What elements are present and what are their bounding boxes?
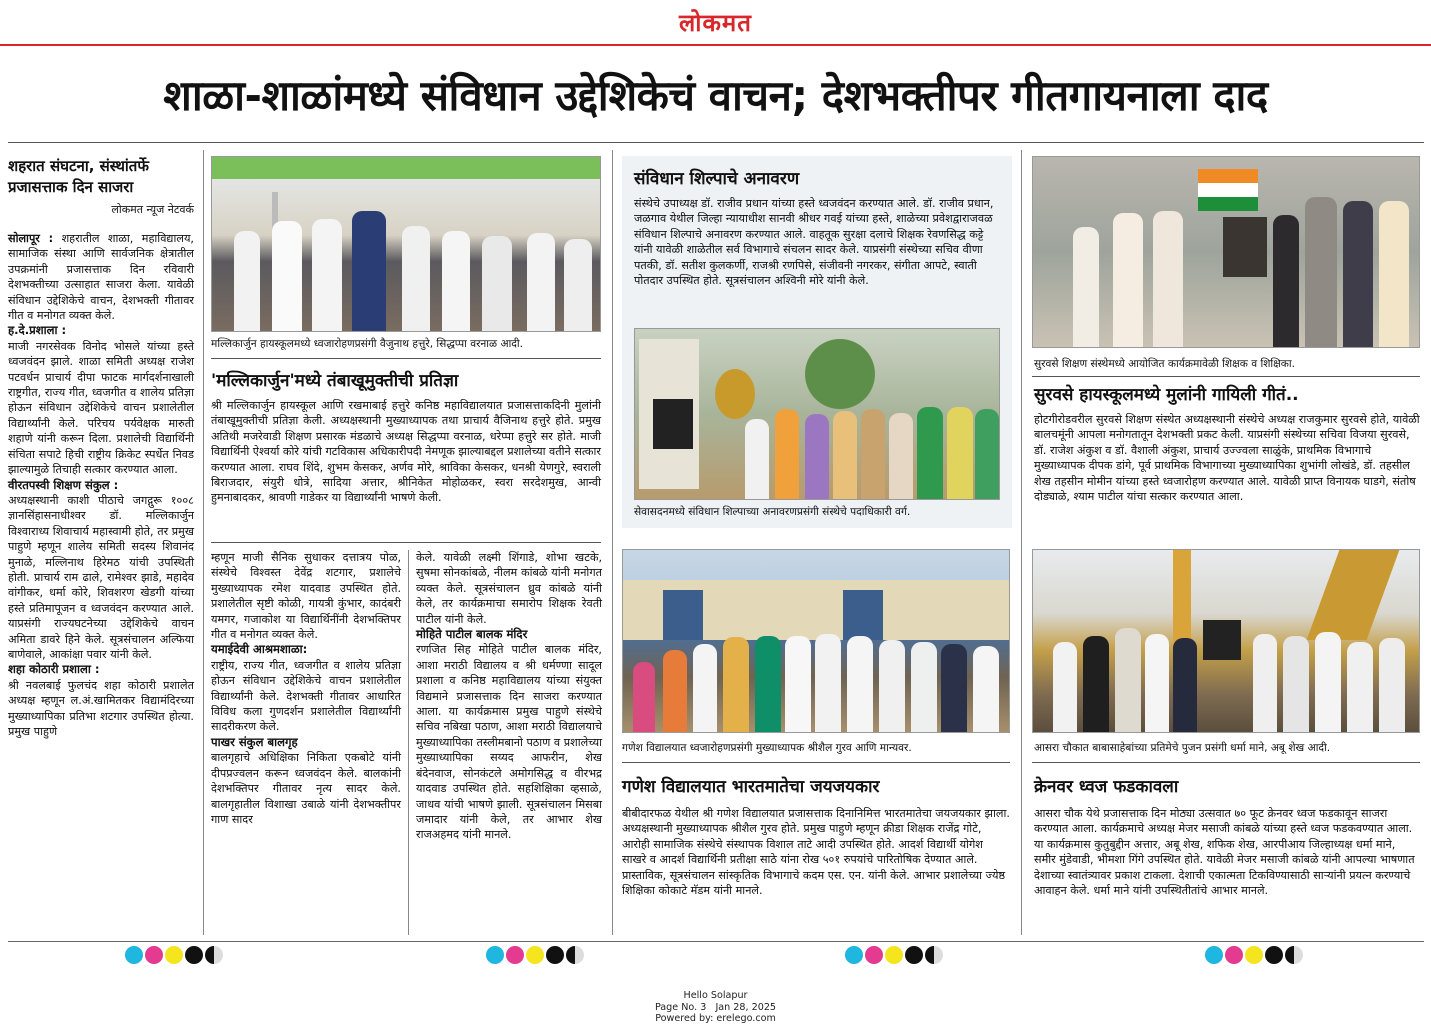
column-divider xyxy=(1021,150,1022,935)
page-headline: शाळा-शाळांमध्ये संविधान उद्देशिकेचं वाचन; देशभक्तीपर गीतगायनाला दाद xyxy=(163,71,1268,120)
photo-ganesh-vidyalaya xyxy=(622,549,1010,733)
half-tone-dot xyxy=(925,946,943,964)
story-continued-col2a xyxy=(211,550,401,827)
black-dot xyxy=(1265,946,1283,964)
story-suravase-highschool xyxy=(1034,384,1420,504)
paragraph: श्री नवलबाई फुलचंद शहा कोठारी प्रशालेत अध्यक्ष म्हणून ल.अं.खामितकर विद्यामंदिरच्या मुख्याध्यापिका प्रतिभा शटगार उपस्थित होत्या. प्रमुख पाहुणे xyxy=(8,678,194,738)
story-ganesh-vidyalaya xyxy=(622,776,1010,898)
magenta-dot xyxy=(1225,946,1243,964)
photo-caption: गणेश विद्यालयात ध्वजारोहणप्रसंगी मुख्याध्यापक श्रीशैल गुरव आणि मान्यवर. xyxy=(622,742,912,754)
divider xyxy=(211,542,601,543)
subhead: पाखर संकुल बालगृह xyxy=(211,734,298,749)
story-title: शहरात संघटना, संस्थांतर्फे प्रजासत्ताक दिन साजरा xyxy=(8,157,149,196)
cyan-dot xyxy=(125,946,143,964)
yellow-dot xyxy=(885,946,903,964)
paragraph: माजी नगरसेवक विनोद भोसले यांच्या हस्ते ध्वजवंदन झाले. शाळा समिती अध्यक्ष राजेश पटवर्धन प्राचार्य दीपा फाटक मार्गदर्शनाखाली राष्ट्रगीत, राज्य गीत, ध्वजगीत व शालेय प्रतिज्ञा होऊन संविधान उद्देशिकेचे वाचन प्रशालेतील विद्यार्थ्यांनी केले. परिचय पर्यवेक्षक मारुती शहाणे यांनी करून दिला. प्रशालेची विद्यार्थिनी संचिता सपाटे हिची राष्ट्रीय क्रिकेट स्पर्धेत निवड झाल्यामुळे तिचाही सत्कार करण्यात आला. xyxy=(8,339,194,477)
page-info xyxy=(0,1002,1431,1014)
divider xyxy=(211,358,601,359)
headline-rule xyxy=(8,142,1424,143)
page-bottom-rule xyxy=(8,941,1424,942)
column-divider xyxy=(203,150,204,935)
paragraph: केले. यावेळी लक्ष्मी शिंगाडे, शोभा खटके, सुषमा सोनकांबळे, नीलम कांबळे यांनी मनोगत व्यक्त केले. सूत्रसंचालन ध्रुव कांबळे यांनी केले, तर कार्यक्रमाचा समारोप शिक्षक रेवती पाटील यांनी केले. xyxy=(416,551,602,626)
photo-flag-hoisting-mallikarjun xyxy=(211,156,601,332)
half-tone-dot xyxy=(1285,946,1303,964)
story-title: सुरवसे हायस्कूलमध्ये मुलांनी गायिली गीतं.. xyxy=(1034,385,1299,405)
dateline: सोलापूर : xyxy=(8,232,54,245)
yellow-dot xyxy=(1245,946,1263,964)
byline: लोकमत न्यूज नेटवर्क xyxy=(111,203,194,216)
black-dot xyxy=(905,946,923,964)
story-continued-col2b xyxy=(416,550,602,843)
story-constitution-sculpture xyxy=(622,156,1012,528)
powered-by-link[interactable]: Powered by: erelego.com xyxy=(655,1013,776,1024)
half-tone-dot xyxy=(205,946,223,964)
yellow-dot xyxy=(165,946,183,964)
subhead: यमाईदेवी आश्रमशाळा: xyxy=(211,642,308,657)
photo-caption: आसरा चौकात बाबासाहेबांच्या प्रतिमेचे पुजन प्रसंगी धर्मा माने, अबू शेख आदी. xyxy=(1034,742,1331,754)
magenta-dot xyxy=(506,946,524,964)
story-title: गणेश विद्यालयात भारतमातेचा जयजयकार xyxy=(622,777,880,797)
photo-suravase-school xyxy=(1032,156,1420,348)
divider xyxy=(1032,376,1420,377)
paragraph: बालगृहाचे अधिक्षिका निकिता एकबोटे यांनी दीपप्रज्वलन करून ध्वजवंदन केले. बालकांनी देशभक्तिपर गीतावर नृत्य सादर केले. बालगृहातील विशाखा उबाळे यांनी देशभक्तीपर गाण सादर xyxy=(211,751,401,826)
paragraph: शहरातील शाळा, महाविद्यालय, सामाजिक संस्था आणि सार्वजनिक क्षेत्रातील उपक्रमांनी प्रजासत्ताक दिन रविवारी देशभक्तीच्या उत्साहात साजरा केला. यावेळी संविधान उद्देशिकेचे वाचन, देशभक्ती गीतावर गीत व मनोगत व्यक्त केले. xyxy=(8,232,194,323)
page-date: Jan 28, 2025 xyxy=(715,1001,777,1013)
story-title: क्रेनवर ध्वज फडकावला xyxy=(1034,777,1179,797)
yellow-dot xyxy=(526,946,544,964)
paragraph: अध्यक्षस्थानी काशी पीठाचे जगद्गुरू १००८ ज्ञानसिंहासनाधीश्वर डॉ. मल्लिकार्जुन विश्वाराध्य शिवाचार्य महास्वामी होते, तर प्रमुख पाहुणे म्हणून शालेय समिती सदस्य शिवानंद मुनाळे, मल्लिनाथ हिरेमठ यांची उपस्थिती होती. प्राचार्य राम ढाले, रामेश्वर झाडे, महादेव वांगीकर, धर्मा कोरे, शिवशरण खेडगी यांच्या हस्ते प्रतिमापूजन व ध्वजवंदन करण्यात आले. याप्रसंगी राज्यघटनेच्या उद्देशिकेचे वाचन अमिता डावरे हिने केले. सूत्रसंचालन अल्फिया बाणेवाले, आकांक्षा पवार यांनी केले. xyxy=(8,493,194,661)
photo-asara-chowk xyxy=(1032,549,1420,733)
story-title: संविधान शिल्पाचे अनावरण xyxy=(634,169,800,189)
story-city-celebration xyxy=(8,156,194,739)
divider xyxy=(1032,762,1420,763)
lokmat-logo: लोकमत xyxy=(679,8,752,37)
edition-name: Hello Solapur xyxy=(683,990,748,1001)
story-body xyxy=(8,231,194,323)
subhead: शहा कोठारी प्रशाला : xyxy=(8,662,100,677)
story-body: श्री मल्लिकार्जुन हायस्कूल आणि रखमाबाई हत्तुरे कनिष्ठ महाविद्यालयात प्रजासत्ताकदिनी मुलांनी तंबाखूमुक्तीची प्रतिज्ञा केली. अध्यक्षस्थानी मुख्याध्यापक तथा प्राचार्य वैजिनाथ हत्तुरे होते. प्रमुख अतिथी मजरेवाडी शिक्षण प्रसारक मंडळाचे अध्यक्ष सिद्धप्पा वरनाळ, धरेप्पा हत्तुरे सर होते. माजी विद्यार्थिनी ऐश्वर्या कोरे यांची गटविकास अधिकारीपदी नेमणूक झाल्याबद्दल प्रशालेच्या वतीने सत्कार करण्यात आला. राघव शिंदे, शुभम केसकर, अर्णव मोरे, श्राविका केसकर, धनश्री येणगुरे, स्वराली बिराजदार, संयुरी धोत्रे, सादिया अत्तार, श्रीनिकेत मोहोळकर, स्वरा सरदेशमुख, आन्वी हुमनाबादकर, श्रावणी गाडेकर या विद्यार्थ्यांनी भाषणे केली. xyxy=(211,399,601,505)
photo-caption: सुरवसे शिक्षण संस्थेमध्ये आयोजित कार्यक्रमावेळी शिक्षक व शिक्षिका. xyxy=(1034,358,1296,370)
story-body: संस्थेचे उपाध्यक्ष डॉ. राजीव प्रधान यांच्या हस्ते ध्वजवंदन करण्यात आले. डॉ. राजीव प्रधान, जळगाव येथील जिल्हा न्यायाधीश सानवी श्रीधर गवई यांच्या हस्ते, शाळेच्या प्रवेशद्वाराजवळ संविधान शिल्पाचे अनावरण करण्यात आले. वाहतूक सुरक्षा दलाचे शिक्षक रेवणसिद्ध कट्टे यांनी यावेळी शाळेतील सर्व विभागाचे संचलन सादर केले. याप्रसंगी संस्थेच्या सचिव वीणा पतकी, डॉ. सतीश कुलकर्णी, राजश्री रणपिसे, संजीवनी नगरकर, संगीता आपटे, स्वाती पोतदार उपस्थित होते. सूत्रसंचालन अश्विनी मोरे यांनी केले. xyxy=(634,197,994,288)
magenta-dot xyxy=(865,946,883,964)
photo-sculpture-unveiling xyxy=(634,328,1000,500)
page-number: Page No. 3 xyxy=(654,1001,707,1013)
half-tone-dot xyxy=(566,946,584,964)
paragraph: रणजित सिह मोहिते पाटील बालक मंदिर, आशा मराठी विद्यालय व श्री धर्मण्णा सादूल प्रशाला व कनिष्ठ महाविद्यालय यांच्या संयुक्त विद्यमाने प्रजासत्ताक दिन साजरा करण्यात आला. या कार्यक्रमास प्रमुख पाहुणे संस्थेचे सचिव नबिखा पठाण, आशा मराठी विद्यालयाचे मुख्याध्यापिका तस्लीमबानो पठाण व प्रशालेच्या मुख्याध्यापिका सय्यद आफरीन, शेख बंदेनवाज, सोनकंटले अमोगसिद्ध व वीरभद्र यादवाड उपस्थित होते. सहशिक्षिका व्हसाळे, जाधव यांची भाषणे झाली. सूत्रसंचालन मिसबा जमादार यांनी केले, तर आभार शेख राजअहमद यांनी मानले. xyxy=(416,643,602,842)
cyan-dot xyxy=(486,946,504,964)
paragraph: म्हणून माजी सैनिक सुधाकर दत्तात्रय पोळ, संस्थेचे विश्वस्त देवेंद्र शटगार, प्रशालेचे मुख्याध्यापक रमेश यादवाड उपस्थित होते. प्रशालेतील सृष्टी कोळी, गायत्री कुंभार, कादंबरी यमगर, गजाकोश या विद्यार्थिनींनी देशभक्तिपर गीत व मनोगत व्यक्त केले. xyxy=(211,551,401,642)
black-dot xyxy=(185,946,203,964)
registration-marks xyxy=(486,946,584,968)
paragraph: राष्ट्रीय, राज्य गीत, ध्वजगीत व शालेय प्रतिज्ञा होऊन संविधान उद्देशिकेचे वाचन प्रशालेतील विद्यार्थ्यांनी केले. देशभक्ती गीतावर आधारित विविध कला गुणदर्शन प्रशालेतील विद्यार्थ्यांनी सादरीकरण केले. xyxy=(211,658,401,734)
photo-caption: सेवासदनमध्ये संविधान शिल्पाच्या अनावरणप्रसंगी संस्थेचे पदाधिकारी वर्ग. xyxy=(634,506,911,518)
story-tobacco-pledge xyxy=(211,370,601,506)
masthead xyxy=(0,0,1431,46)
black-dot xyxy=(546,946,564,964)
registration-marks xyxy=(845,946,943,968)
subhead: वीरतपस्वी शिक्षण संकुल : xyxy=(8,477,119,492)
column-divider xyxy=(408,550,409,935)
column-divider xyxy=(612,150,613,935)
subhead: ह.दे.प्रशाला : xyxy=(8,323,67,338)
photo-caption: मल्लिकार्जुन हायस्कूलमध्ये ध्वजारोहणप्रसंगी वैजुनाथ हत्तुरे, सिद्धप्पा वरनाळ आदी. xyxy=(211,338,524,350)
story-crane-flag xyxy=(1034,776,1420,898)
subhead: मोहिते पाटील बालक मंदिर xyxy=(416,627,528,642)
story-title: 'मल्लिकार्जुन'मध्ये तंबाखूमुक्तीची प्रतिज्ञा xyxy=(211,371,459,391)
story-body: होटगीरोडवरील सुरवसे शिक्षण संस्थेत अध्यक्षस्थानी संस्थेचे अध्यक्ष राजकुमार सुरवसे होते, यावेळी बालचमूंनी आपला मनोगतातून देशभक्ती प्रकट केली. याप्रसंगी संस्थेच्या सचिवा विजया सुरवसे, डॉ. राजेश अंकुश व डॉ. वैशाली अंकुश, प्राचार्य उज्ज्वला साळुंके, प्राथमिक विभागाचे मुख्याध्यापक दीपक डांगे, पूर्व प्राथमिक विभागाच्या मुख्याध्यापिका शुभांगी लोखंडे, डॉ. तहसील शेख तहसीन मोमीन यांच्या हस्ते ध्वजारोहण करण्यात आले. यावेळी प्राप्त विनायक घाडगे, संतोष दोड्याळे, श्याम पाटील यांचा सत्कार करण्यात आला. xyxy=(1034,413,1420,504)
registration-marks xyxy=(1205,946,1303,968)
registration-marks xyxy=(125,946,223,968)
cyan-dot xyxy=(845,946,863,964)
story-body: आसरा चौक येथे प्रजासत्ताक दिन मोठ्या उत्सवात ७० फूट क्रेनवर ध्वज फडकावून साजरा करण्यात आला. कार्यक्रमाचे अध्यक्ष मेजर मसाजी कांबळे यांच्या हस्ते ध्वज फडकवण्यात आला. या कार्यक्रमास कुतुबुद्दीन अत्तार, अबू शेख, शफिक शेख, आरपीआय जिल्हाध्यक्ष धर्मा माने, समीर मुंडेवाडी, भीमशा गिंगे उपस्थित होते. यावेळी मेजर मसाजी कांबळे यांनी आपल्या भाषणात देशाच्या स्वातंत्र्यावर प्रकाश टाकला. देशाची एकात्मता टिकविण्यासाठी सार्‍यांनी प्रयत्न करण्याचे आवाहन केले. धर्मा माने यांनी उपस्थितीतांचे आभार मानले. xyxy=(1034,807,1415,898)
magenta-dot xyxy=(145,946,163,964)
story-body: बीबीदारफळ येथील श्री गणेश विद्यालयात प्रजासत्ताक दिनानिमित्त भारतमातेचा जयजयकार झाला. अध्यक्षस्थानी मुख्याध्यापक श्रीशैल गुरव होते. प्रमुख पाहुणे म्हणून क्रीडा शिक्षक राजेंद्र गोटे, आरोही सामाजिक संस्थेचे संस्थापक विशाल ताटे आदी उपस्थित होते. आदर्श विद्यार्थी योगेश साखरे व आदर्श विद्यार्थिनी प्रतीक्षा साठे यांना रोख ५०१ रुपयांचे पारितोषिक देण्यात आले. प्रास्ताविक, सूत्रसंचालन सांस्कृतिक विभागाचे कदम एस. एन. यांनी केले. आभार प्रशालेच्या ज्येष्ठ शिक्षिका कोकाटे मॅडम यांनी मानले. xyxy=(622,807,1010,898)
cyan-dot xyxy=(1205,946,1223,964)
page-footer xyxy=(0,990,1431,1025)
divider xyxy=(622,762,1010,763)
